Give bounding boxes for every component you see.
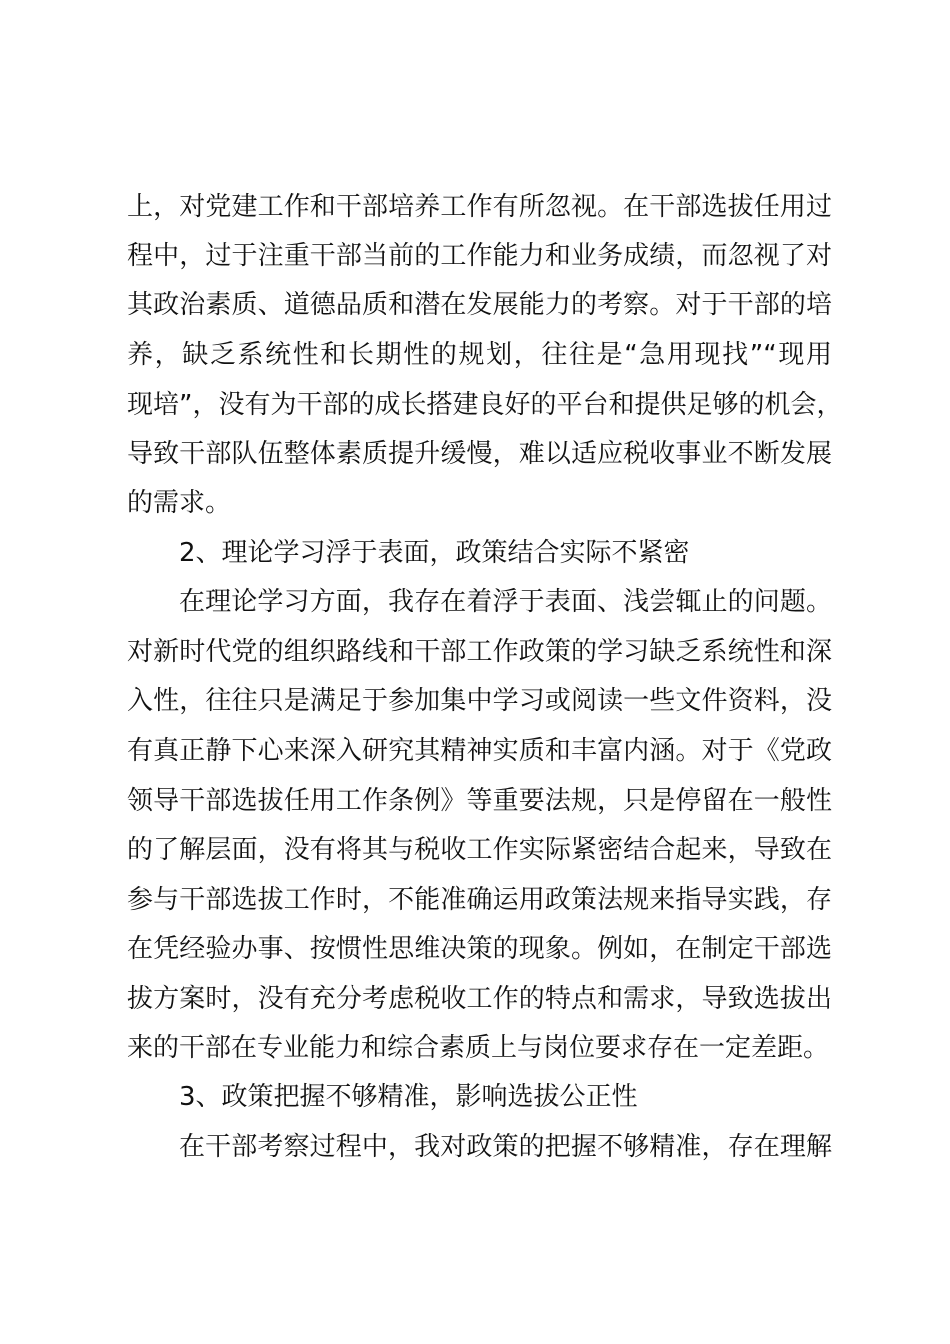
paragraph-line-2: 程中，过于注重干部当前的工作能力和业务成绩，而忽视了对 — [127, 241, 832, 271]
paragraph-line-10: 对新时代党的组织路线和干部工作政策的学习缺乏系统性和深 — [127, 637, 832, 667]
paragraph-line-7: 的需求。 — [127, 488, 232, 518]
paragraph-line-18: 来的干部在专业能力和综合素质上与岗位要求存在一定差距。 — [127, 1033, 830, 1063]
section-heading-2: 2、理论学习浮于表面，政策结合实际不紧密 — [179, 538, 690, 568]
paragraph-line-15: 参与干部选拔工作时，不能准确运用政策法规来指导实践，存 — [127, 885, 832, 915]
paragraph-line-4: 养，缺乏系统性和长期性的规划，往往是“急用现找”“现用 — [127, 340, 832, 370]
paragraph-line-1: 上，对党建工作和干部培养工作有所忽视。在干部选拔任用过 — [127, 192, 832, 222]
paragraph-line-5: 现培”，没有为干部的成长搭建良好的平台和提供足够的机会， — [127, 390, 843, 420]
paragraph-line-6: 导致干部队伍整体素质提升缓慢，难以适应税收事业不断发展 — [127, 439, 832, 469]
paragraph-line-17: 拔方案时，没有充分考虑税收工作的特点和需求，导致选拔出 — [127, 984, 832, 1014]
paragraph-line-9: 在理论学习方面，我存在着浮于表面、浅尝辄止的问题。 — [179, 587, 832, 617]
paragraph-line-11: 入性，往往只是满足于参加集中学习或阅读一些文件资料，没 — [127, 686, 832, 716]
paragraph-line-13: 领导干部选拔任用工作条例》等重要法规，只是停留在一般性 — [127, 786, 832, 816]
section-heading-3: 3、政策把握不够精准，影响选拔公正性 — [179, 1082, 638, 1112]
paragraph-line-14: 的了解层面，没有将其与税收工作实际紧密结合起来，导致在 — [127, 835, 832, 865]
paragraph-line-3: 其政治素质、道德品质和潜在发展能力的考察。对于干部的培 — [127, 290, 832, 320]
paragraph-line-20: 在干部考察过程中，我对政策的把握不够精准，存在理解 — [179, 1132, 832, 1162]
paragraph-line-12: 有真正静下心来深入研究其精神实质和丰富内涵。对于《党政 — [127, 736, 832, 766]
paragraph-line-16: 在凭经验办事、按惯性思维决策的现象。例如，在制定干部选 — [127, 934, 832, 964]
